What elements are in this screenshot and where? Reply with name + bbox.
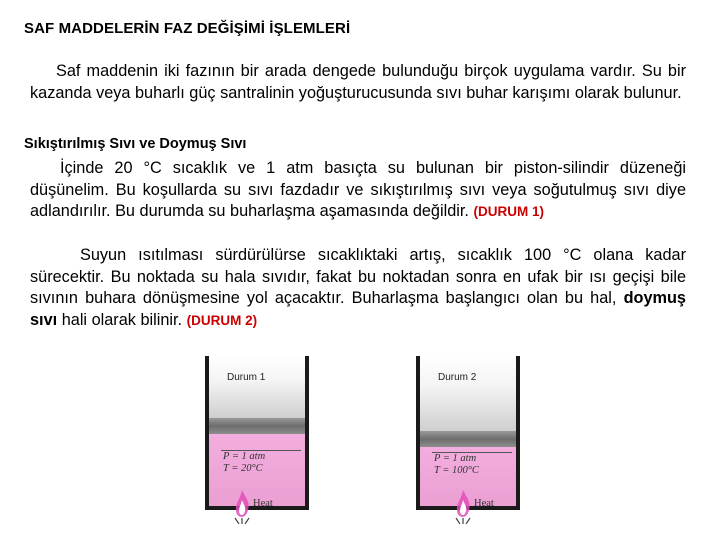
cylinder-interior: [209, 356, 305, 506]
intro-paragraph: Saf maddenin iki fazının bir arada dengede bulunduğu birçok uygulama vardır. Su bir kazanda veya buharlı güç santralinin yoğuşturucusunda sıvı buhar karışımı olarak bulunur.: [30, 62, 686, 102]
saturated-liquid-paragraph: [30, 245, 686, 331]
piston: [209, 418, 305, 434]
saturated-liquid-term: doymuş sıvı: [30, 289, 686, 329]
compressed-liquid-paragraph: [30, 158, 686, 223]
flame-icon: [231, 488, 253, 524]
durum-1-tag: (DURUM 1): [473, 204, 544, 219]
durum-2-tag: (DURUM 2): [186, 312, 258, 328]
pressure-value: P = 1 atm: [434, 453, 477, 464]
temperature-value: T = 20°C: [223, 463, 263, 474]
piston-cylinder-figure-1: [205, 356, 309, 526]
flame-icon: [452, 488, 474, 524]
paragraph-text: İçinde 20 °C sıcaklık ve 1 atm basıçta su bulunan bir piston-silindir düzeneği düşünelim. Bu koşullarda su sıvı fazdadır ve sıkıştırılmış sıvı veya soğutulmuş sıvı diye adlandırılır. Bu durumda su buharlaşma aşamasında değildir.: [30, 159, 686, 220]
page-title: SAF MADDELERİN FAZ DEĞİŞİMİ İŞLEMLERİ: [24, 20, 351, 37]
paragraph-text: hali olarak bilinir.: [61, 310, 183, 329]
paragraph-text: Suyun ısıtılması sürdürülürse sıcaklıktaki artış, sıcaklık 100 °C olana kadar sürecektir. Bu noktada su hala sıvıdır, fakat bu noktadan sonra en ufak bir ısı geçişi bile sıvının buhara dönüşmesine yol açacaktır. Buharlaşma başlangıcı olan bu hal,: [30, 246, 686, 307]
state-label: Durum 2: [438, 372, 477, 383]
section-heading: Sıkıştırılmış Sıvı ve Doymuş Sıvı: [24, 136, 247, 152]
cylinder-wall-right: [516, 356, 520, 508]
heat-label: Heat: [253, 498, 273, 509]
piston-cylinder-figure-2: [416, 356, 520, 526]
cylinder-interior: [420, 356, 516, 506]
state-label: Durum 1: [227, 372, 266, 383]
state-conditions: [432, 452, 512, 477]
cylinder-wall-right: [305, 356, 309, 508]
state-conditions: [221, 450, 301, 475]
heat-label: Heat: [474, 498, 494, 509]
piston: [420, 431, 516, 447]
air-space: [209, 356, 305, 418]
temperature-value: T = 100°C: [434, 465, 479, 476]
air-space: [420, 356, 516, 431]
pressure-value: P = 1 atm: [223, 451, 266, 462]
